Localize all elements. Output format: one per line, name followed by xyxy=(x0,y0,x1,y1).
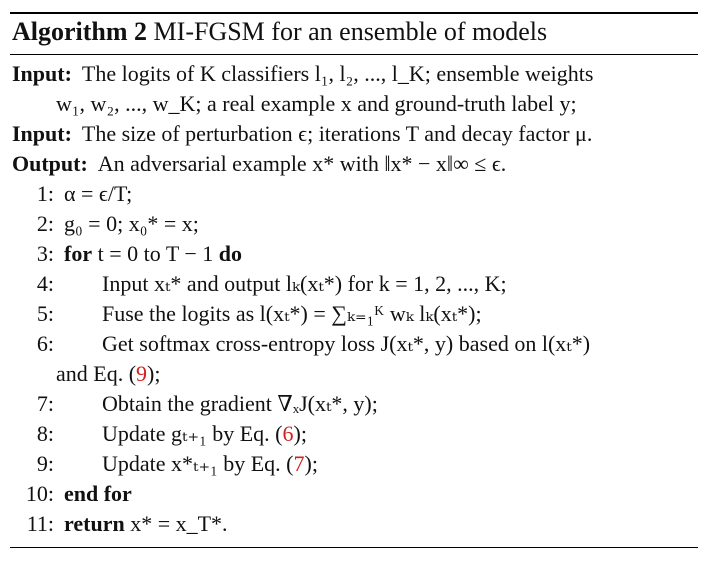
continuation-pre: and Eq. ( xyxy=(56,361,137,386)
step-post: ); xyxy=(293,421,307,446)
step-number: 9: xyxy=(36,451,54,476)
algorithm-box xyxy=(10,12,698,548)
step-2 xyxy=(12,209,696,239)
input-2-key: Input: xyxy=(12,121,72,146)
step-text: Input xₜ* and output lₖ(xₜ*) for k = 1, 2, ..., K; xyxy=(102,271,507,296)
step-post: ); xyxy=(304,451,318,476)
output-line1: An adversarial example x* with ‖x* − x‖∞ ≤ ϵ. xyxy=(97,151,507,176)
step-number: 8: xyxy=(36,421,54,446)
step-text: Fuse the logits as l(xₜ*) = ∑ₖ₌₁ᴷ wₖ lₖ(xₜ*); xyxy=(102,301,482,326)
step-3 xyxy=(12,239,696,269)
step-number: 3: xyxy=(36,241,54,266)
keyword-end-for: end for xyxy=(64,481,132,506)
step-7 xyxy=(12,389,696,419)
step-text xyxy=(64,449,696,479)
step-number: 4: xyxy=(36,271,54,296)
step-text: g₀ = 0; x₀* = x; xyxy=(64,211,199,236)
step-9 xyxy=(12,449,696,479)
algorithm-number: Algorithm 2 xyxy=(12,17,148,46)
equation-link-7[interactable]: 7 xyxy=(293,451,305,476)
step-number: 5: xyxy=(36,301,54,326)
step-number: 11: xyxy=(26,511,54,536)
step-text: α = ϵ/T; xyxy=(64,181,133,206)
loop-range: t = 0 to T − 1 xyxy=(97,241,214,266)
step-number: 6: xyxy=(36,331,54,356)
step-11 xyxy=(12,509,696,539)
step-text xyxy=(64,509,696,539)
input-1 xyxy=(12,59,696,119)
step-6-continuation xyxy=(12,359,696,389)
step-number: 2: xyxy=(36,211,54,236)
step-text: Get softmax cross-entropy loss J(xₜ*, y) based on l(xₜ*) xyxy=(102,331,591,356)
keyword-do: do xyxy=(218,241,243,266)
keyword-for: for xyxy=(64,241,93,266)
return-value: x* = x_T*. xyxy=(130,511,228,536)
output-key: Output: xyxy=(12,151,88,176)
algorithm-title xyxy=(10,14,698,48)
output xyxy=(12,149,696,179)
step-1 xyxy=(12,179,696,209)
step-number: 7: xyxy=(36,391,54,416)
equation-link-6[interactable]: 6 xyxy=(282,421,294,446)
input-2 xyxy=(12,119,696,149)
step-number: 1: xyxy=(36,181,54,206)
step-8 xyxy=(12,419,696,449)
step-pre: Update x*ₜ₊₁ by Eq. ( xyxy=(102,451,294,476)
algorithm-name: MI-FGSM for an ensemble of models xyxy=(153,17,548,46)
step-number: 10: xyxy=(25,481,54,506)
continuation-post: ); xyxy=(147,361,161,386)
input-1-line2: w₁, w₂, ..., w_K; a real example x and ground-truth label y; xyxy=(56,91,577,116)
step-pre: Update gₜ₊₁ by Eq. ( xyxy=(102,421,283,446)
step-4 xyxy=(12,269,696,299)
step-10 xyxy=(12,479,696,509)
bottom-rule xyxy=(10,547,698,548)
step-text xyxy=(64,419,696,449)
algorithm-body xyxy=(10,55,698,539)
step-text: Obtain the gradient ∇ₓJ(xₜ*, y); xyxy=(102,391,378,416)
step-text xyxy=(64,239,696,269)
keyword-return: return xyxy=(64,511,125,536)
input-1-line1: The logits of K classifiers l₁, l₂, ..., l_K; ensemble weights xyxy=(81,61,594,86)
step-6 xyxy=(12,329,696,359)
step-5 xyxy=(12,299,696,329)
input-2-line1: The size of perturbation ϵ; iterations T and decay factor μ. xyxy=(81,121,593,146)
input-1-key: Input: xyxy=(12,61,72,86)
equation-link-9[interactable]: 9 xyxy=(136,361,148,386)
